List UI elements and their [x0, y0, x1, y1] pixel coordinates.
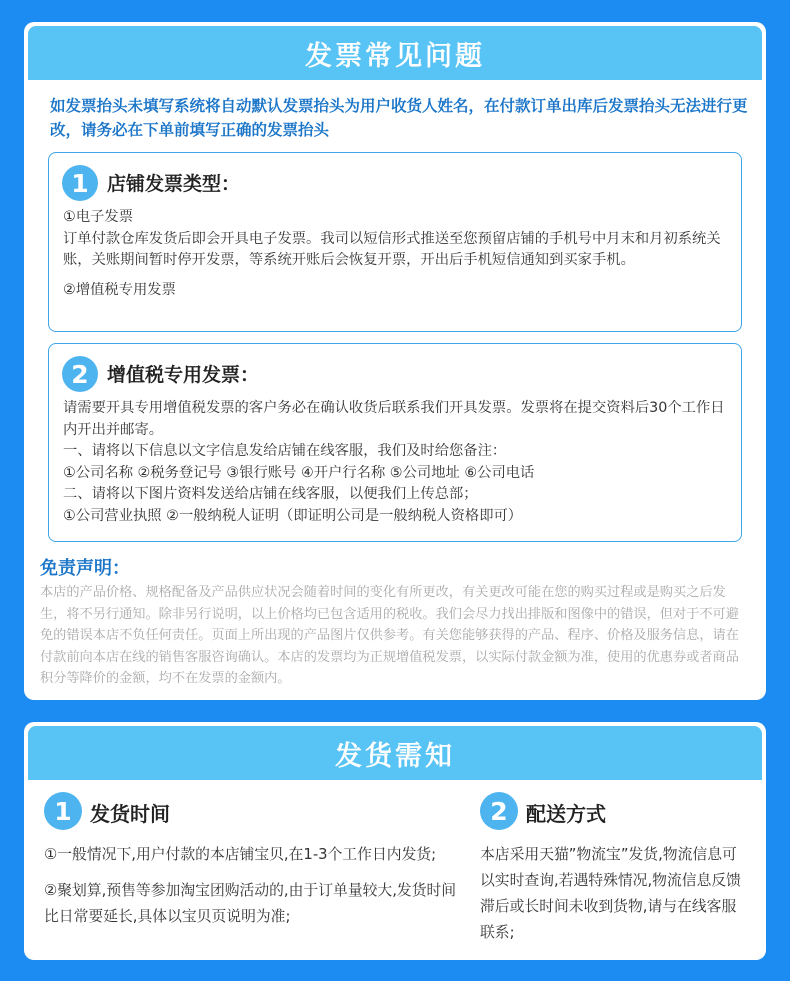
- number-badge-1: 1: [44, 792, 82, 830]
- shipping-time-body: [44, 842, 464, 930]
- e-invoice-label: ①电子发票: [63, 209, 134, 225]
- vat-special-invoice-title: 增值税专用发票：: [107, 364, 260, 386]
- disclaimer-title: 免责声明：: [40, 558, 130, 579]
- shipping-notice-title: 发货需知: [335, 740, 455, 772]
- text-info-instruction: 一、请将以下信息以文字信息发给店铺在线客服，我们及时给您备注：: [63, 443, 507, 459]
- shipping-time-promotion: ②聚划算,预售等参加淘宝团购活动的,由于订单量较大,发货时间比日常要延长,具体以宝贝页说明为准;: [44, 882, 457, 925]
- shipping-notice-header: [28, 726, 762, 780]
- text-info-list: ①公司名称 ②税务登记号 ③银行账号 ④开户行名称 ⑤公司地址 ⑥公司电话: [63, 464, 535, 481]
- delivery-method-title: 配送方式: [526, 802, 606, 826]
- invoice-title-notice: 如发票抬头未填写系统将自动默认发票抬头为用户收货人姓名，在付款订单出库后发票抬头无法进行更改，请务必在下单前填写正确的发票抬头: [50, 97, 748, 139]
- image-info-instruction: 二、请将以下图片资料发送给店铺在线客服，以便我们上传总部；: [63, 486, 478, 502]
- delivery-method-body: [480, 842, 750, 946]
- number-badge-2: 2: [480, 792, 518, 830]
- delivery-method-description: 本店采用天猫”物流宝”发货,物流信息可以实时查询,若遇特殊情况,物流信息反馈滞后或长时间未收到货物,请与在线客服联系;: [480, 846, 741, 941]
- e-invoice-description: 订单付款仓库发货后即会开具电子发票。我司以短信形式推送至您预留店铺的手机号中月末和月初系统关账，关账期间暂时停开发票，等系统开账后会恢复开票，开出后手机短信通知到买家手机。: [63, 230, 721, 268]
- invoice-faq-header: [28, 26, 762, 80]
- number-badge-1: 1: [62, 165, 98, 201]
- store-invoice-types-body: [63, 207, 733, 301]
- store-invoice-types-box: [48, 152, 742, 332]
- disclaimer-body: 本店的产品价格、规格配备及产品供应状况会随着时间的变化有所更改，有关更改可能在您的购买过程或是购买之后发生，将不另行通知。除非另行说明，以上价格均已包含适用的税收。我们会尽力找出排版和图像中的错误，但对于不可避免的错误本店不负任何责任。页面上所出现的产品图片仅供参考。有关您能够获得的产品、程序、价格及服务信息，请在付款前向本店在线的销售客服咨询确认。本店的发票均为正规增值税发票，以实际付款金额为准，使用的优惠券或者商品积分等降价的金额，均不在发票的金额内。: [40, 585, 739, 687]
- invoice-faq-title: 发票常见问题: [305, 40, 485, 72]
- store-invoice-types-title: 店铺发票类型：: [107, 173, 241, 195]
- vat-invoice-label: ②增值税专用发票: [63, 281, 176, 298]
- image-info-list: ①公司营业执照 ②一般纳税人证明（即证明公司是一般纳税人资格即可）: [63, 507, 523, 524]
- shipping-time-normal: ①一般情况下,用户付款的本店铺宝贝,在1-3个工作日内发货;: [44, 846, 437, 863]
- invoice-faq-card: [24, 22, 766, 700]
- shipping-notice-card: [24, 722, 766, 960]
- number-badge-2: 2: [62, 356, 98, 392]
- vat-invoice-intro: 请需要开具专用增值税发票的客户务必在确认收货后联系我们开具发票。发票将在提交资料后30个工作日内开出并邮寄。: [63, 400, 725, 438]
- shipping-time-title: 发货时间: [90, 802, 170, 826]
- vat-special-invoice-box: [48, 343, 742, 542]
- vat-special-invoice-body: [63, 398, 733, 527]
